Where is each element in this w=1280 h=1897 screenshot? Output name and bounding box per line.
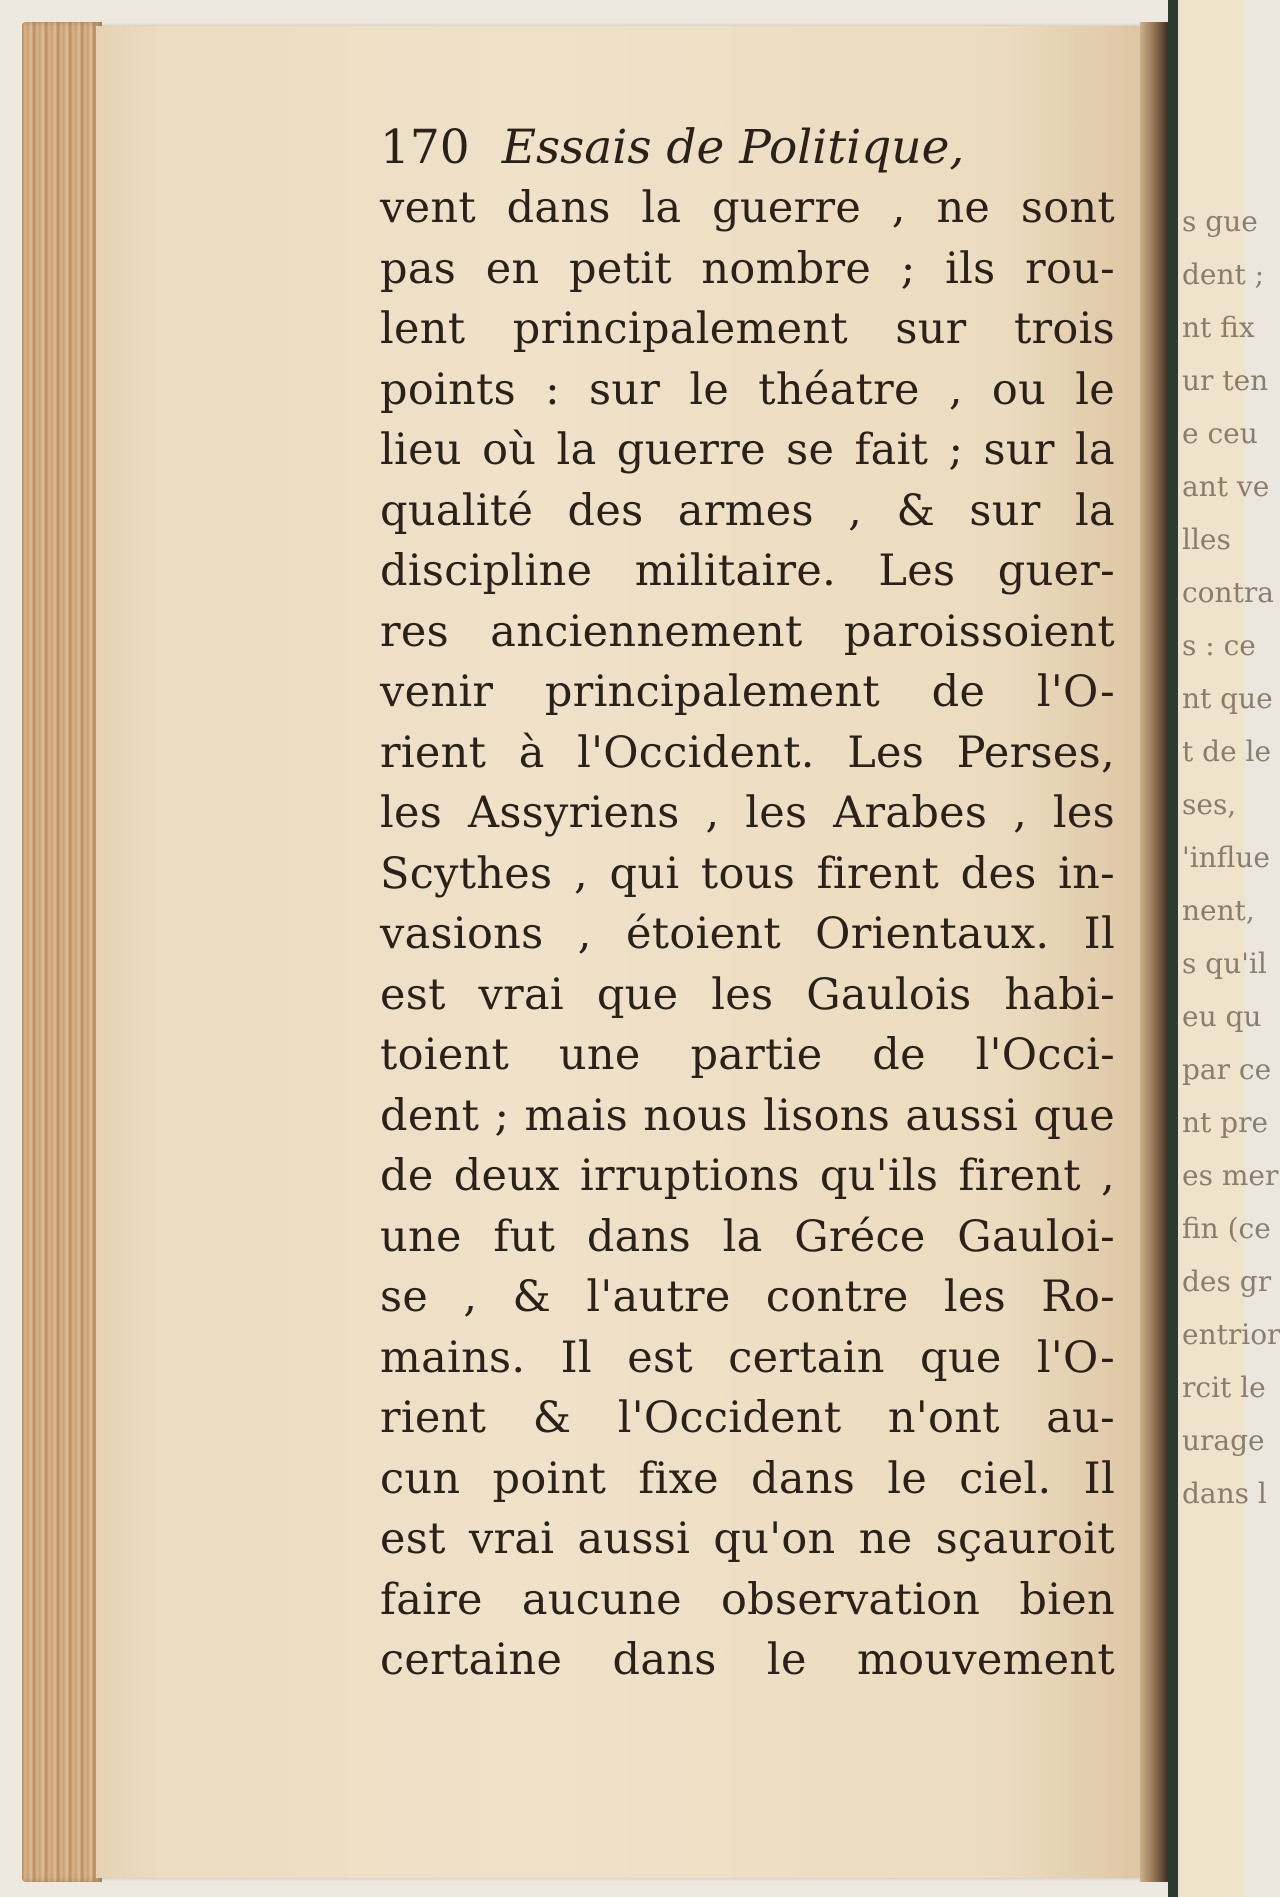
facing-page-line: fin (ce: [1182, 1212, 1271, 1245]
text-line: vent dans la guerre , ne sont: [380, 183, 1115, 233]
text-line: de deux irruptions qu'ils firent ,: [380, 1151, 1115, 1201]
facing-page-line: e ceu: [1182, 417, 1258, 450]
facing-page-line: par ce: [1182, 1053, 1272, 1086]
facing-page-line: dans l: [1182, 1477, 1267, 1510]
text-line: est vrai aussi qu'on ne sçauroit: [380, 1514, 1115, 1564]
text-line: dent ; mais nous lisons aussi que: [380, 1090, 1115, 1141]
text-line: discipline militaire. Les guer-: [380, 546, 1115, 596]
facing-page-line: t de le: [1182, 735, 1272, 768]
facing-page-line: s qu'il: [1182, 947, 1267, 980]
facing-page-line: contra: [1182, 576, 1274, 609]
page-edges: [22, 22, 102, 1882]
text-line: venir principalement de l'O-: [380, 667, 1115, 717]
text-line: lent principalement sur trois: [380, 304, 1115, 354]
facing-page-line: nent,: [1182, 894, 1255, 927]
facing-page: [1168, 0, 1280, 1897]
body-text: [380, 178, 1115, 1691]
page-header: [380, 118, 1115, 178]
running-title: Essais de Politique,: [501, 120, 965, 175]
facing-page-line: ses,: [1182, 788, 1237, 821]
page-number: 170: [380, 120, 470, 175]
text-line: les Assyriens , les Arabes , les: [380, 788, 1115, 838]
facing-page-line: es mer: [1182, 1159, 1279, 1192]
facing-page-line: ur ten: [1182, 364, 1269, 397]
facing-page-line: des gr: [1182, 1265, 1272, 1298]
facing-page-line: rcit le: [1182, 1371, 1266, 1404]
facing-page-line: eu qu: [1182, 1000, 1262, 1033]
text-line: pas en petit nombre ; ils rou-: [380, 243, 1115, 294]
facing-page-line: nt fix: [1182, 311, 1255, 344]
text-line: lieu où la guerre se fait ; sur la: [380, 425, 1115, 475]
facing-page-line: entrior: [1182, 1318, 1280, 1351]
text-line: points : sur le théatre , ou le: [380, 364, 1115, 415]
facing-page-text: [1178, 195, 1280, 1520]
text-line: Scythes , qui tous firent des in-: [380, 848, 1115, 899]
facing-page-line: dent ;: [1182, 258, 1265, 291]
text-line: certaine dans le mouvement: [380, 1635, 1115, 1685]
facing-page-line: nt que: [1182, 682, 1273, 715]
book-gutter: [1140, 22, 1168, 1882]
text-line: cun point fixe dans le ciel. Il: [380, 1453, 1115, 1504]
text-line: res anciennement paroissoient: [380, 606, 1115, 657]
text-line: une fut dans la Gréce Gauloi-: [380, 1211, 1115, 1262]
text-line: mains. Il est certain que l'O-: [380, 1332, 1115, 1383]
facing-page-line: nt pre: [1182, 1106, 1269, 1139]
text-line: faire aucune observation bien: [380, 1574, 1115, 1625]
facing-page-line: s gue: [1182, 205, 1258, 238]
text-line: rient à l'Occident. Les Perses,: [380, 727, 1115, 778]
facing-page-line: ant ve: [1182, 470, 1270, 503]
facing-page-line: lles: [1182, 523, 1231, 556]
text-line: vasions , étoient Orientaux. Il: [380, 909, 1115, 959]
text-line: rient & l'Occident n'ont au-: [380, 1393, 1115, 1443]
text-line: toient une partie de l'Occi-: [380, 1030, 1115, 1080]
facing-page-line: s : ce: [1182, 629, 1256, 662]
text-line: qualité des armes , & sur la: [380, 485, 1115, 536]
facing-page-line: 'influe: [1182, 841, 1270, 874]
facing-page-line: urage: [1182, 1424, 1265, 1457]
text-line: est vrai que les Gaulois habi-: [380, 969, 1115, 1020]
page-text: [380, 118, 1115, 1691]
text-line: se , & l'autre contre les Ro-: [380, 1272, 1115, 1322]
